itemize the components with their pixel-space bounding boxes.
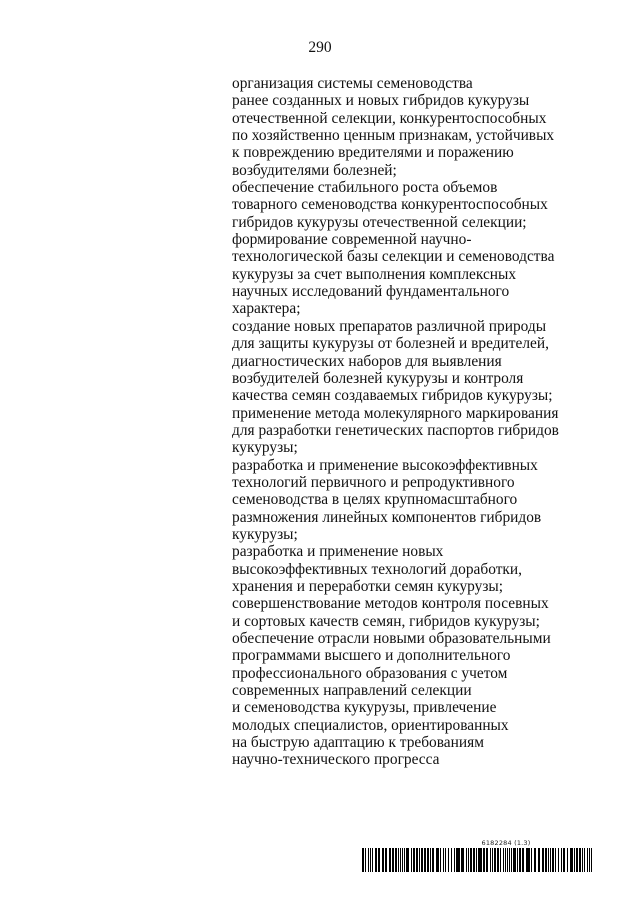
text-line: к повреждению вредителями и поражению — [232, 144, 514, 162]
text-line: качества семян создаваемых гибридов кукурузы; — [232, 387, 553, 405]
text-line: молодых специалистов, ориентированных — [232, 716, 509, 734]
page-number: 290 — [308, 39, 332, 56]
text-line: хранения и переработки семян кукурузы; — [232, 577, 504, 595]
text-line: для защиты кукурузы от болезней и вредителей, — [232, 335, 549, 353]
text-line: программами высшего и дополнительного — [232, 647, 511, 665]
text-line: диагностических наборов для выявления — [232, 352, 502, 370]
text-line: характера; — [232, 300, 301, 318]
text-line: и семеноводства кукурузы, привлечение — [232, 699, 497, 717]
text-line: гибридов кукурузы отечественной селекции; — [232, 213, 527, 231]
text-line: научных исследований фундаментального — [232, 283, 510, 301]
text-line: отечественной селекции, конкурентоспособных — [232, 109, 547, 127]
text-line: обеспечение отрасли новыми образовательными — [232, 630, 551, 647]
text-line: товарного семеноводства конкурентоспособных — [232, 196, 548, 214]
text-line: создание новых препаратов различной природы — [232, 317, 547, 335]
text-line: по хозяйственно ценным признакам, устойчивых — [232, 127, 555, 145]
text-line: разработка и применение высокоэффективных — [232, 456, 538, 474]
text-line: кукурузы; — [232, 525, 298, 543]
text-line: кукурузы за счет выполнения комплексных — [232, 265, 517, 283]
text-line: высокоэффективных технологий доработки, — [232, 560, 522, 578]
text-line: размножения линейных компонентов гибридов — [232, 508, 542, 526]
document-code: 6182284 (1.3) — [481, 839, 531, 847]
text-line: современных направлений селекции — [232, 682, 472, 700]
text-line: кукурузы; — [232, 439, 298, 457]
text-line: формирование современной научно- — [232, 231, 472, 249]
barcode-bars — [362, 848, 592, 872]
text-line: разработка и применение новых — [232, 543, 444, 561]
text-line: для разработки генетических паспортов гибридов — [232, 421, 559, 439]
text-line: технологий первичного и репродуктивного — [232, 473, 515, 491]
text-line: семеноводства в целях крупномасштабного — [232, 491, 518, 509]
text-line: и сортовых качеств семян, гибридов кукурузы; — [232, 612, 540, 630]
body-text — [232, 75, 632, 769]
text-line: организация системы семеноводства — [232, 75, 473, 92]
text-line: научно-технического прогресса — [232, 751, 440, 769]
text-line: на быструю адаптацию к требованиям — [232, 734, 484, 752]
text-line: технологической базы селекции и семеноводства — [232, 248, 555, 266]
text-line: профессионального образования с учетом — [232, 664, 508, 682]
text-line: совершенствование методов контроля посевных — [232, 595, 549, 613]
text-line: применение метода молекулярного маркирования — [232, 404, 559, 422]
text-line: обеспечение стабильного роста объемов — [232, 179, 498, 197]
barcode-image — [362, 848, 592, 872]
text-line: возбудителями болезней; — [232, 161, 397, 179]
text-line: ранее созданных и новых гибридов кукурузы — [232, 92, 530, 110]
text-line: возбудителей болезней кукурузы и контроля — [232, 369, 524, 387]
